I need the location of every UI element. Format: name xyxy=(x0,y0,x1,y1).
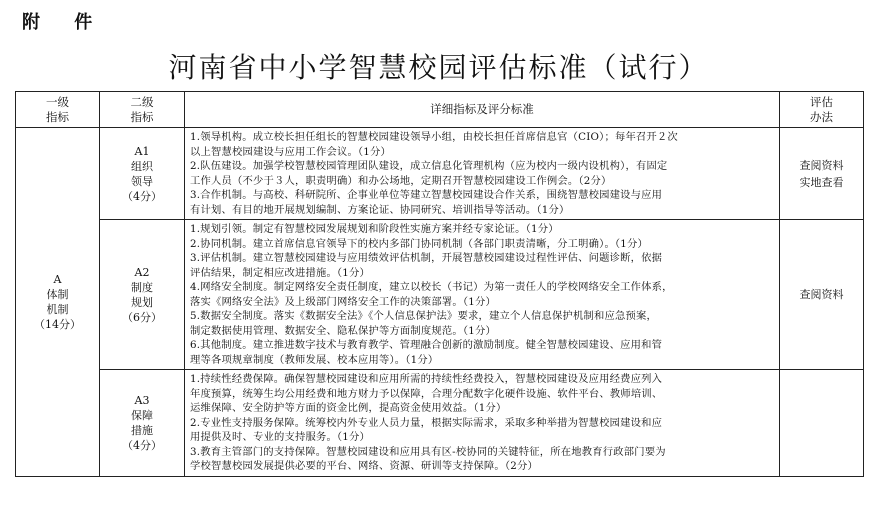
table-row xyxy=(16,128,864,220)
level2-indicator-a3: A3 保障 措施 （4分） xyxy=(100,370,185,477)
evaluation-method-a2: 查阅资料 xyxy=(780,220,864,370)
header-detail: 详细指标及评分标准 xyxy=(185,92,780,128)
header-method: 评估 办法 xyxy=(780,92,864,128)
detail-criteria-a2: 1.规划引领。制定有智慧校园发展规划和阶段性实施方案并经专家论证。（1分） 2.协同机制。建立首席信息官领导下的校内多部门协同机制（各部门职责清晰，分工明确）。（1分） 3.评估机制。建立智慧校园建设与应用绩效评估机制，开展智慧校园建设过程性评估、问题诊断，依据 评估结果，制定相应改进措施。（1分） 4.网络安全制度。制定网络安全责任制度，建立以校长（书记）为第一责任人的学校网络安全工作体系， 落实《网络安全法》及上级部门网络安全工作的决策部署。（1分） 5.数据安全制度。落实《数据安全法》《个人信息保护法》要求，建立个人信息保护机制和应急预案， 制定数据使用管理、数据安全、隐私保护等方面制度规范。（1分） 6.其他制度。建立推进数字技术与教育教学、管理融合创新的激励制度。健全智慧校园建设、应用和管 理等各项规章制度（教师发展、校本应用等）。（1分） xyxy=(185,220,780,370)
table-row xyxy=(16,220,864,370)
header-level2: 二级 指标 xyxy=(100,92,185,128)
table-row xyxy=(16,370,864,477)
evaluation-method-a1: 查阅资料 实地查看 xyxy=(780,128,864,220)
evaluation-standard-table xyxy=(15,91,864,477)
attachment-label: 附 件 xyxy=(22,12,107,33)
evaluation-method-a3 xyxy=(780,370,864,477)
document-title: 河南省中小学智慧校园评估标准（试行） xyxy=(168,51,709,84)
header-level1: 一级 指标 xyxy=(16,92,100,128)
level1-indicator-cell: A 体制 机制 （14分） xyxy=(16,128,100,477)
level2-indicator-a1: A1 组织 领导 （4分） xyxy=(100,128,185,220)
detail-criteria-a1: 1.领导机构。成立校长担任组长的智慧校园建设领导小组，由校长担任首席信息官（CIO）；每年召开２次 以上智慧校园建设与应用工作会议。（1分） 2.队伍建设。加强学校智慧校园管理团队建设，成立信息化管理机构（应为校内一级内设机构），有固定 工作人员（不少于３人，职责明确）和办公场地，定期召开智慧校园建设工作例会。（2分） 3.合作机制。与高校、科研院所、企事业单位等建立智慧校园建设合作关系，围绕智慧校园建设与应用 有计划、有目的地开展规划编制、方案论证、协同研究、培训指导等活动。（1分） xyxy=(185,128,780,220)
level2-indicator-a2: A2 制度 规划 （6分） xyxy=(100,220,185,370)
detail-criteria-a3: 1.持续性经费保障。确保智慧校园建设和应用所需的持续性经费投入，智慧校园建设及应用经费应列入 年度预算，统筹生均公用经费和地方财力予以保障，合理分配数字化硬件设施、软件平台、教师培训、 运维保障、安全防护等方面的资金比例，提高资金使用效益。（1分） 2.专业性支持服务保障。统筹校内外专业人员力量，根据实际需求，采取多种举措为智慧校园建设和应 用提供及时、专业的支持服务。（1分） 3.教育主管部门的支持保障。智慧校园建设和应用具有区-校协同的关键特征，所在地教育行政部门要为 学校智慧校园发展提供必要的平台、网络、资源、研训等支持保障。（2分） xyxy=(185,370,780,477)
table-header-row xyxy=(16,92,864,128)
